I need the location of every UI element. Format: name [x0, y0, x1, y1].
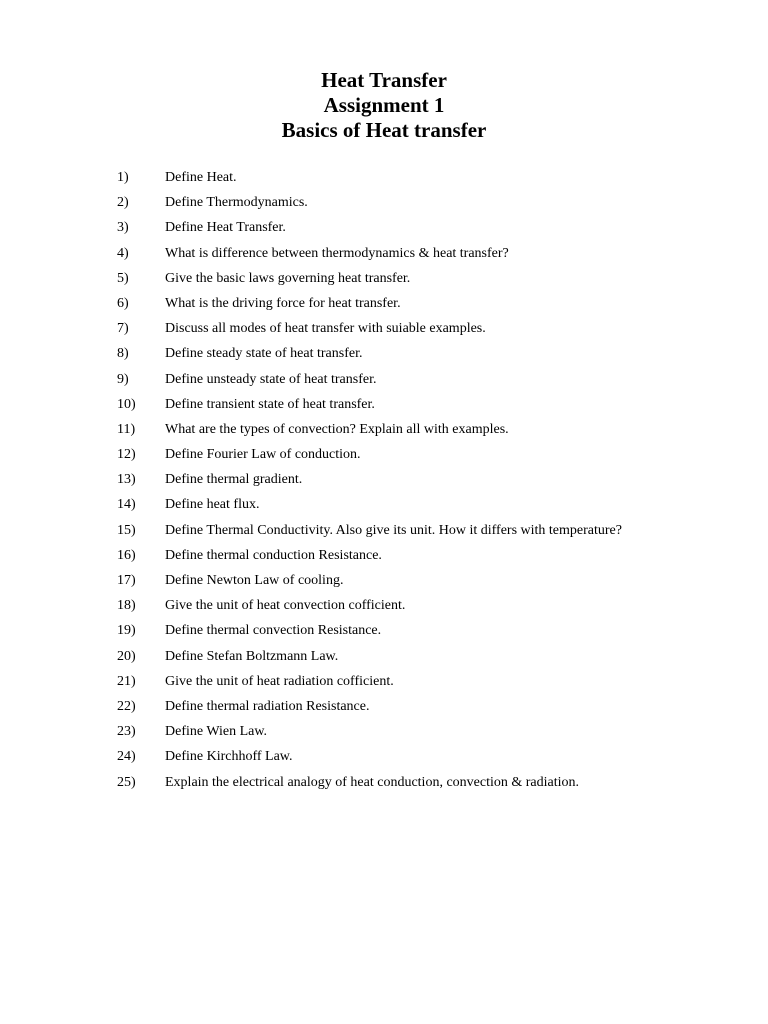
question-item: [0, 244, 768, 269]
question-text: Define Heat.: [165, 170, 237, 185]
question-number: 23): [117, 724, 136, 740]
question-text: Define Thermal Conductivity. Also give its unit. How it differs with temperature?: [165, 522, 622, 538]
question-item: [0, 420, 768, 445]
question-item: [0, 647, 768, 672]
question-number: 19): [117, 623, 136, 639]
question-text: Explain the electrical analogy of heat conduction, convection & radiation.: [165, 774, 580, 790]
question-number: 12): [117, 447, 136, 463]
document-title: Heat Transfer: [321, 68, 447, 92]
question-number: 25): [117, 774, 136, 790]
question-item: [0, 697, 768, 722]
question-number: 13): [117, 472, 136, 488]
question-item: [0, 344, 768, 369]
question-text: What are the types of convection? Explain all with examples.: [165, 421, 509, 437]
question-text: Define thermal radiation Resistance.: [165, 698, 370, 714]
assignment-title: Assignment 1: [323, 93, 445, 117]
question-number: 17): [117, 573, 136, 588]
question-text: What is difference between thermodynamics & heat transfer?: [165, 245, 509, 261]
question-text: What is the driving force for heat transfer.: [165, 295, 401, 311]
question-item: [0, 193, 768, 218]
question-text: Give the basic laws governing heat transfer.: [165, 270, 411, 286]
question-number: 16): [117, 547, 136, 563]
question-text: Define Newton Law of cooling.: [165, 573, 344, 588]
question-number: 11): [117, 421, 136, 437]
question-text: Give the unit of heat convection cofficient.: [165, 598, 406, 614]
question-number: 8): [117, 346, 129, 362]
question-number: 20): [117, 648, 136, 664]
question-number: 18): [117, 598, 136, 614]
question-item: [0, 773, 768, 798]
question-item: [0, 470, 768, 495]
question-item: [0, 395, 768, 420]
question-text: Define steady state of heat transfer.: [165, 346, 363, 362]
question-text: Define Thermodynamics.: [165, 195, 308, 211]
question-number: 7): [117, 321, 129, 337]
question-list: [0, 168, 768, 798]
question-number: 4): [117, 245, 129, 261]
question-item: [0, 672, 768, 697]
question-text: Define Stefan Boltzmann Law.: [165, 648, 339, 664]
question-number: 9): [117, 371, 129, 387]
question-item: [0, 168, 768, 193]
topic-title: Basics of Heat transfer: [281, 118, 487, 142]
question-item: [0, 722, 768, 747]
question-number: 1): [117, 170, 129, 185]
question-item: [0, 319, 768, 344]
question-text: Define Heat Transfer.: [165, 220, 286, 236]
question-text: Define Kirchhoff Law.: [165, 749, 293, 765]
question-number: 14): [117, 497, 136, 513]
question-item: [0, 495, 768, 520]
question-item: [0, 571, 768, 596]
question-number: 2): [117, 195, 129, 211]
question-item: [0, 596, 768, 621]
question-text: Define heat flux.: [165, 497, 260, 513]
question-number: 15): [117, 522, 136, 538]
question-item: [0, 445, 768, 470]
question-text: Discuss all modes of heat transfer with suiable examples.: [165, 321, 486, 337]
question-number: 10): [117, 396, 136, 412]
question-text: Define thermal convection Resistance.: [165, 623, 382, 639]
question-item: [0, 269, 768, 294]
question-number: 3): [117, 220, 129, 236]
question-item: [0, 747, 768, 772]
question-item: [0, 546, 768, 571]
question-text: Define Wien Law.: [165, 724, 268, 740]
question-text: Give the unit of heat radiation cofficient.: [165, 673, 394, 689]
question-item: [0, 218, 768, 243]
question-text: Define thermal gradient.: [165, 472, 303, 488]
question-item: [0, 370, 768, 395]
question-item: [0, 294, 768, 319]
question-number: 6): [117, 295, 129, 311]
question-text: Define transient state of heat transfer.: [165, 396, 375, 412]
question-number: 24): [117, 749, 136, 765]
question-item: [0, 521, 768, 546]
question-text: Define unsteady state of heat transfer.: [165, 371, 377, 387]
question-text: Define thermal conduction Resistance.: [165, 547, 382, 563]
question-item: [0, 621, 768, 646]
question-text: Define Fourier Law of conduction.: [165, 447, 361, 463]
question-number: 21): [117, 673, 136, 689]
question-number: 22): [117, 698, 136, 714]
question-number: 5): [117, 270, 129, 286]
title-block: [0, 68, 768, 143]
